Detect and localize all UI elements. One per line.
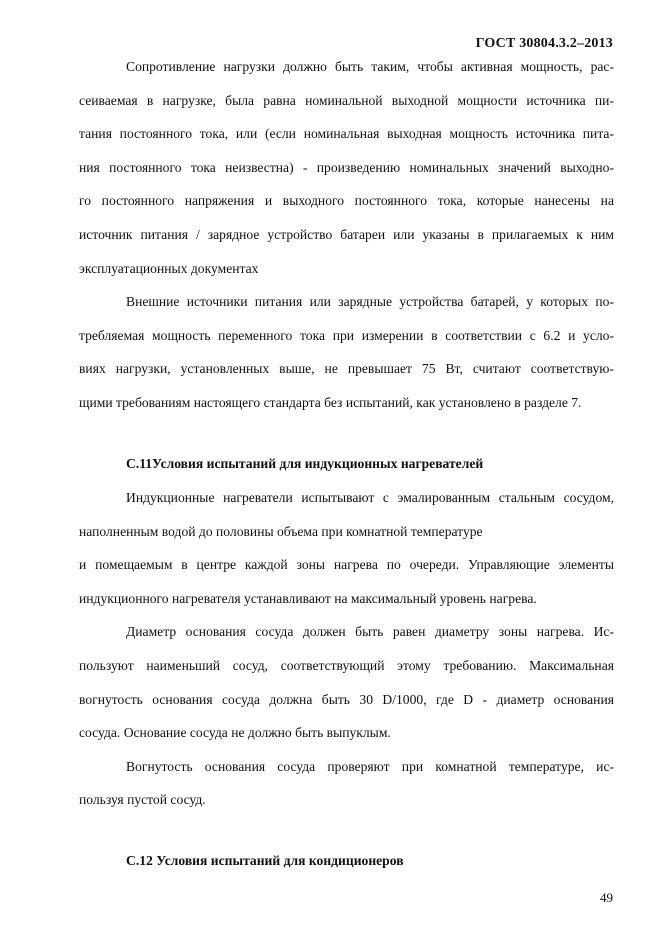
text-line: наполненным водой до половины объема при комнатной температуре: [79, 523, 483, 539]
text-line: источник питания / зарядное устройство батареи или указаны в прилагаемых к ним: [79, 226, 614, 242]
section-title-c11: С.11Условия испытаний для индукционных нагревателей: [126, 456, 484, 471]
text-line: го постоянного напряжения и выходного постоянного тока, которые нанесены на: [79, 193, 614, 209]
text-line: индукционного нагревателя устанавливают на максимальный уровень нагрева.: [79, 590, 537, 606]
text-line: щими требованиям настоящего стандарта без испытаний, как установлено в разделе 7.: [79, 394, 582, 410]
text-line: Вогнутость основания сосуда проверяют при комнатной температуре, ис-: [126, 758, 614, 774]
text-line: требляемая мощность переменного тока при измерении в соответствии с 6.2 и усло-: [79, 327, 614, 343]
text-line: и помещаемым в центре каждой зоны нагрева по очереди. Управляющие элементы: [79, 557, 614, 573]
text-line: пользуя пустой сосуд.: [79, 792, 206, 808]
text-line: сосуда. Основание сосуда не должно быть выпуклым.: [79, 725, 391, 741]
page-number: 49: [600, 890, 613, 905]
text-line: Внешние источники питания или зарядные устройства батарей, у которых по-: [126, 294, 614, 310]
text-line: эксплуатационных документах: [79, 260, 259, 276]
text-line: пользуют наименьший сосуд, соответствующий этому требованию. Максимальная: [79, 657, 614, 673]
text-line: вогнутость основания сосуда должна быть 30 D/1000, где D - диаметр основания: [79, 691, 614, 707]
text-line: ния постоянного тока неизвестна) - произведению номинальных значений выходно-: [79, 159, 614, 175]
text-block-2: [79, 481, 614, 817]
standard-header: ГОСТ 30804.3.2–2013: [475, 36, 613, 51]
text-line: тания постоянного тока, или (если номинальная выходная мощность источника пита-: [79, 126, 614, 142]
section-title-c12: С.12 Условия испытаний для кондиционеров: [126, 853, 404, 868]
text-block-1: [79, 50, 614, 420]
text-line: Сопротивление нагрузки должно быть таким, чтобы активная мощность, рас-: [126, 59, 614, 74]
text-line: виях нагрузки, установленных выше, не превышает 75 Вт, считают соответствую-: [79, 361, 614, 377]
text-line: Индукционные нагреватели испытывают с эмалированным стальным сосудом,: [126, 490, 614, 505]
text-line: сеиваемая в нагрузке, была равна номинальной выходной мощности источника пи-: [79, 92, 614, 108]
text-line: Диаметр основания сосуда должен быть равен диаметру зоны нагрева. Ис-: [126, 624, 614, 640]
